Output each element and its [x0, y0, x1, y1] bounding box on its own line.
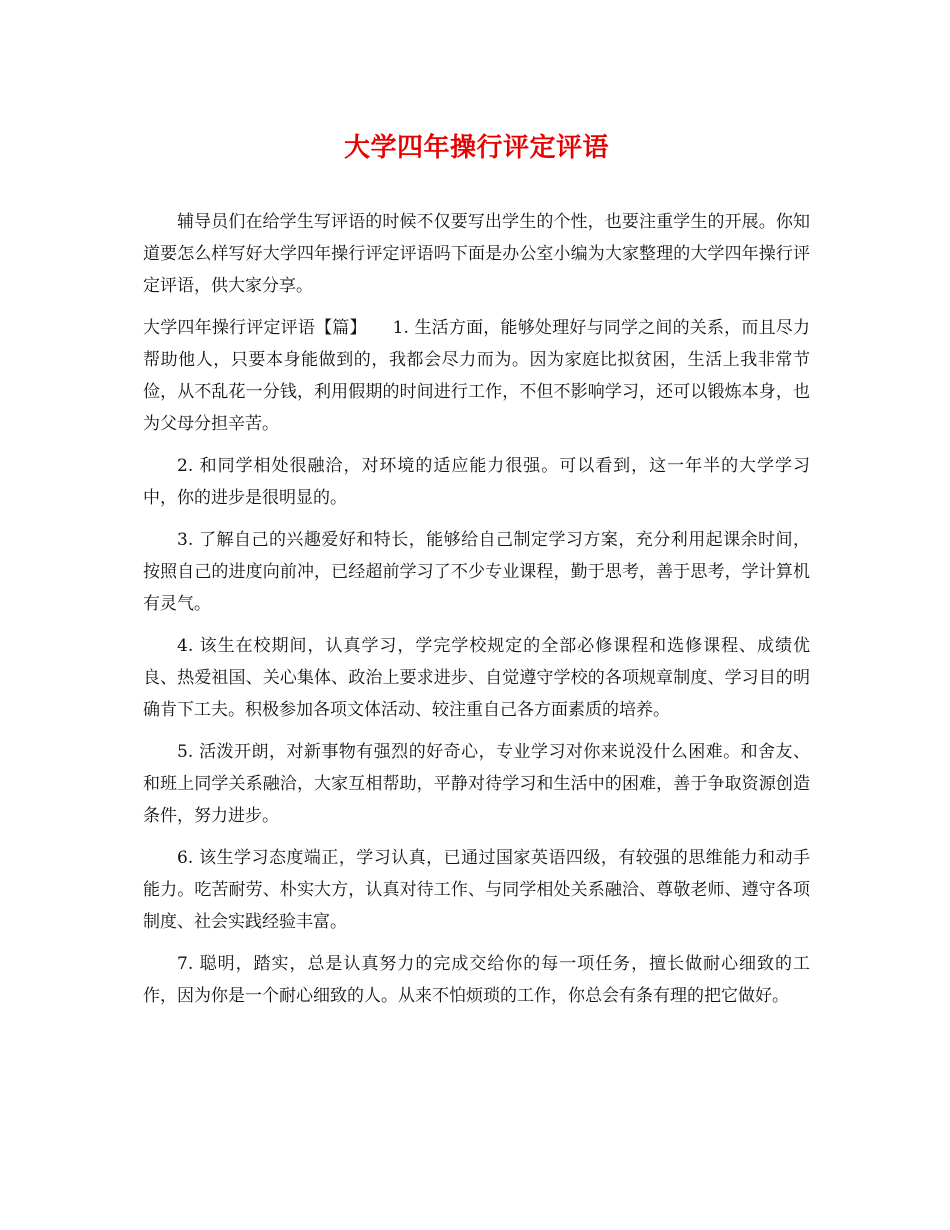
spacer — [143, 440, 810, 450]
spacer — [143, 514, 810, 524]
document-title: 大学四年操行评定评语 — [343, 133, 609, 163]
intro-paragraph: 辅导员们在给学生写评语的时候不仅要写出学生的个性，也要注重学生的开展。你知道要怎么样写好大学四年操行评定评语吗下面是办公室小编为大家整理的大学四年操行评定评语，供大家分享。 — [143, 212, 810, 296]
item-1: 1. 生活方面，能够处理好与同学之间的关系，而且尽力帮助他人，只要本身能做到的，我都会尽力而为。因为家庭比拟贫困，生活上我非常节俭，从不乱花一分钱，利用假期的时间进行工作，不但不影响学习，还可以锻炼本身，也为父母分担辛苦。 — [143, 318, 811, 434]
item-3: 3. 了解自己的兴趣爱好和特长，能够给自己制定学习方案，充分利用起课余时间，按照自己的进度向前冲，已经超前学习了不少专业课程，勤于思考，善于思考，学计算机有灵气。 — [143, 530, 810, 614]
spacer — [143, 938, 810, 948]
item-4: 4. 该生在校期间，认真学习，学完学校规定的全部必修课程和选修课程、成绩优良、热爱祖国、关心集体、政治上要求进步、自觉遵守学校的各项规章制度、学习目的明确肯下工夫。积极参加各项文体活动、较注重自己各方面素质的培养。 — [143, 636, 810, 720]
spacer — [143, 620, 810, 630]
item-6: 6. 该生学习态度端正，学习认真，已通过国家英语四级，有较强的思维能力和动手能力。吃苦耐劳、朴实大方，认真对待工作、与同学相处关系融洽、尊敬老师、遵守各项制度、社会实践经验丰富。 — [143, 848, 810, 932]
item-7: 7. 聪明，踏实，总是认真努力的完成交给你的每一项任务，擅长做耐心细致的工作，因为你是一个耐心细致的人。从来不怕烦琐的工作，你总会有条有理的把它做好。 — [143, 954, 810, 1006]
section-heading: 大学四年操行评定评语【篇】 — [143, 318, 359, 338]
section-spacer — [358, 318, 392, 338]
spacer — [143, 726, 810, 736]
spacer — [143, 302, 810, 312]
section-paragraph — [143, 312, 810, 440]
item-2: 2. 和同学相处很融洽，对环境的适应能力很强。可以看到，这一年半的大学学习中，你的进步是很明显的。 — [143, 456, 810, 508]
item-5: 5. 活泼开朗，对新事物有强烈的好奇心，专业学习对你来说没什么困难。和舍友、和班上同学关系融洽，大家互相帮助，平静对待学习和生活中的困难，善于争取资源创造条件，努力进步。 — [143, 742, 810, 826]
spacer — [143, 832, 810, 842]
